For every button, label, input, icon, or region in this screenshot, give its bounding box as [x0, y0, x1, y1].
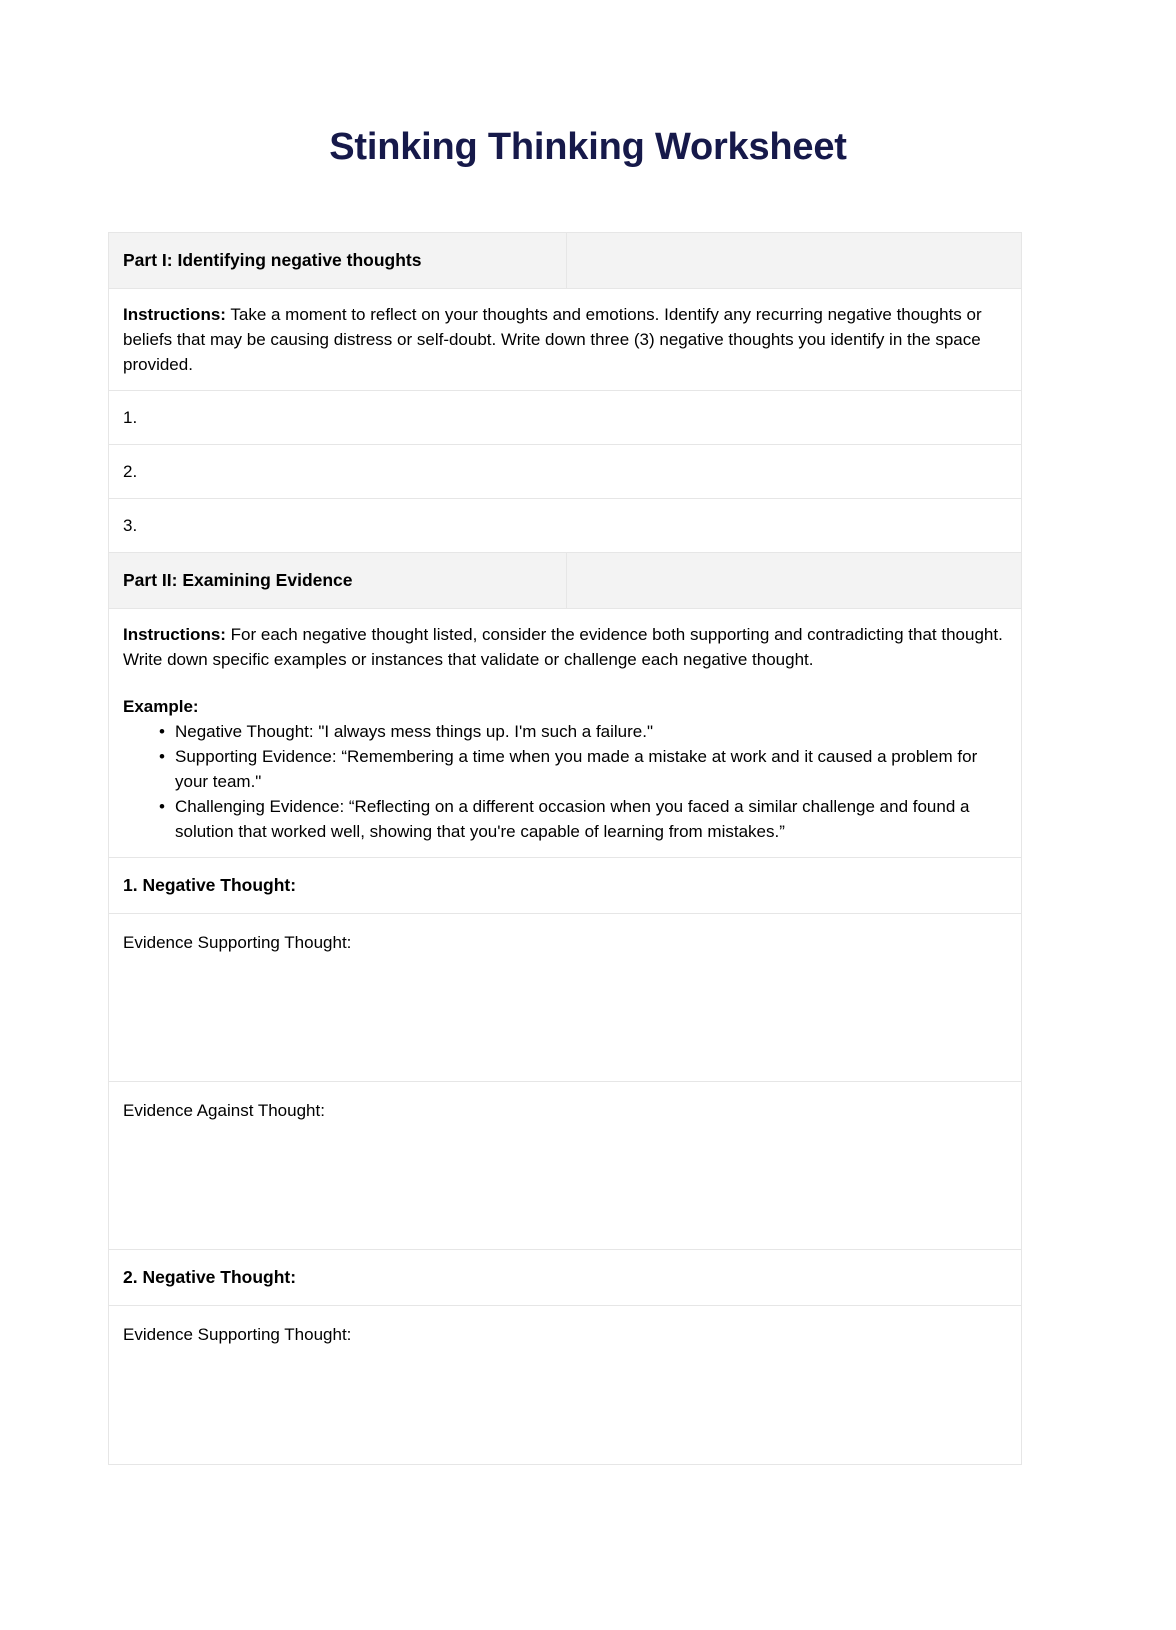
negative-thought-1-label[interactable]: 1. Negative Thought:	[123, 875, 297, 895]
part-1-instructions-paragraph	[123, 302, 1007, 377]
part-2-instructions-text: For each negative thought listed, consider the evidence both supporting and contradicting that thought. Write down specific examples or instances that validate or challenge each negative thought.	[123, 625, 1003, 669]
thought-2-evidence-supporting-field[interactable]	[109, 1306, 365, 1464]
negative-thought-blank-3[interactable]: 3.	[123, 516, 138, 535]
thought-1-evidence-against-label: Evidence Against Thought:	[123, 1101, 325, 1120]
part-2-heading-spacer	[567, 553, 1021, 608]
part-1-instructions-text: Take a moment to reflect on your thoughts and emotions. Identify any recurring negative thoughts or beliefs that may be causing distress or self-doubt. Write down three (3) negative thoughts you identify in the space provided.	[123, 305, 982, 374]
negative-thought-1-label-row[interactable]	[109, 858, 1021, 914]
part-1-instructions-cell	[109, 289, 1021, 390]
example-bullet-list	[123, 719, 1007, 844]
thought-1-against-row[interactable]	[109, 1082, 1021, 1250]
thought-1-evidence-supporting-label: Evidence Supporting Thought:	[123, 933, 352, 952]
negative-thought-blank-2-row[interactable]	[109, 445, 1021, 499]
part-2-instructions-paragraph	[123, 622, 1007, 672]
thought-1-supporting-row[interactable]	[109, 914, 1021, 1082]
part-2-heading: Part II: Examining Evidence	[109, 553, 567, 608]
section-header-part-2	[109, 553, 1021, 609]
page-title: Stinking Thinking Worksheet	[329, 126, 847, 168]
part-1-instructions-label: Instructions:	[123, 305, 226, 324]
example-label: Example:	[123, 697, 199, 716]
negative-thought-2-label[interactable]: 2. Negative Thought:	[123, 1267, 297, 1287]
part-1-heading-spacer	[567, 233, 1021, 288]
negative-thought-blank-1-row[interactable]	[109, 391, 1021, 445]
part-1-heading: Part I: Identifying negative thoughts	[109, 233, 567, 288]
thought-1-evidence-supporting-field[interactable]	[109, 914, 365, 1081]
worksheet-table	[108, 232, 1022, 1465]
section-header-part-1	[109, 233, 1021, 289]
example-bullet-challenging-evidence: • Challenging Evidence: “Reflecting on a different occasion when you faced a similar challenge and found a solution that worked well, showing that you're capable of learning from mistakes.”	[159, 794, 1007, 844]
negative-thought-blank-3-row[interactable]	[109, 499, 1021, 553]
negative-thought-blank-2[interactable]: 2.	[123, 462, 138, 481]
thought-2-evidence-supporting-label: Evidence Supporting Thought:	[123, 1325, 352, 1344]
example-bullet-negative-thought: • Negative Thought: "I always mess things up. I'm such a failure."	[159, 719, 1007, 744]
part-2-instructions-label: Instructions:	[123, 625, 226, 644]
example-bullet-supporting-evidence: • Supporting Evidence: “Remembering a time when you made a mistake at work and it caused a problem for your team."	[159, 744, 1007, 794]
part-2-instructions-cell	[109, 609, 1021, 857]
part-1-instructions-row	[109, 289, 1021, 391]
part-2-instructions-row	[109, 609, 1021, 858]
thought-1-evidence-against-field[interactable]	[109, 1082, 339, 1249]
thought-2-supporting-row[interactable]	[109, 1306, 1021, 1465]
negative-thought-2-label-row[interactable]	[109, 1250, 1021, 1306]
negative-thought-blank-1[interactable]: 1.	[123, 408, 138, 427]
